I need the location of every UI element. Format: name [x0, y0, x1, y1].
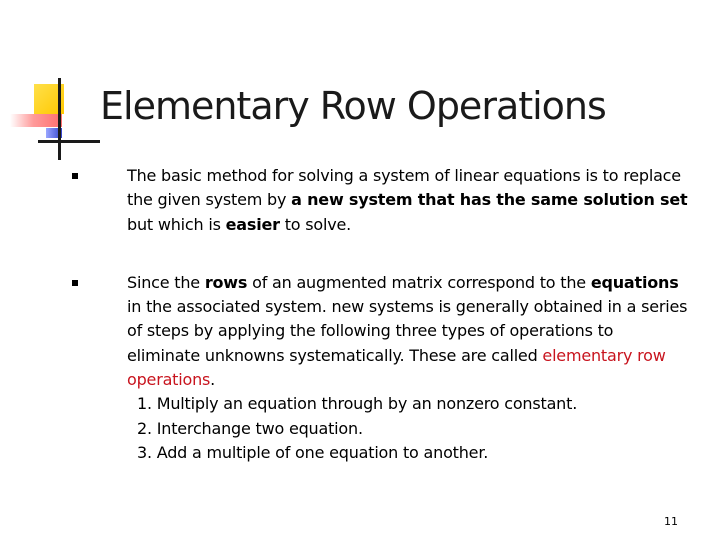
text-segment: of an augmented matrix correspond to the — [247, 272, 591, 292]
bullet-item-row-operations — [70, 271, 690, 465]
operation-list-item: 1. Multiply an equation through by an nonzero constant. — [137, 394, 578, 414]
page-number: 11 — [664, 515, 678, 528]
bullet-list — [70, 164, 690, 465]
text-segment: in the associated system. new systems is generally obtained in a series of steps by applying the following three types of operations to eliminate unknowns systematically. These are called — [127, 297, 688, 365]
bold-text-segment: equations — [590, 272, 679, 292]
text-segment: The basic method for solving a system of linear equations is to replace the given system by — [127, 166, 681, 210]
bold-text-segment: rows — [204, 272, 248, 292]
bold-text-segment: easier — [225, 214, 280, 234]
bullet-item-basic-method — [70, 164, 690, 237]
square-bullet-icon — [72, 280, 78, 286]
text-segment: but which is — [127, 214, 226, 234]
bullet-text — [127, 271, 690, 392]
slide-title: Elementary Row Operations — [100, 84, 606, 128]
text-segment: Since the — [127, 272, 205, 292]
text-segment: to solve. — [279, 214, 352, 234]
bullet-text — [127, 164, 690, 237]
operation-list-item: 2. Interchange two equation. — [137, 418, 363, 438]
text-segment: . — [210, 370, 216, 390]
bold-text-segment: a new system that has the same solution set — [291, 190, 688, 210]
square-bullet-icon — [72, 173, 78, 179]
highlighted-term: elementary row operations — [127, 345, 666, 390]
operation-list-item: 3. Add a multiple of one equation to another. — [137, 442, 489, 462]
